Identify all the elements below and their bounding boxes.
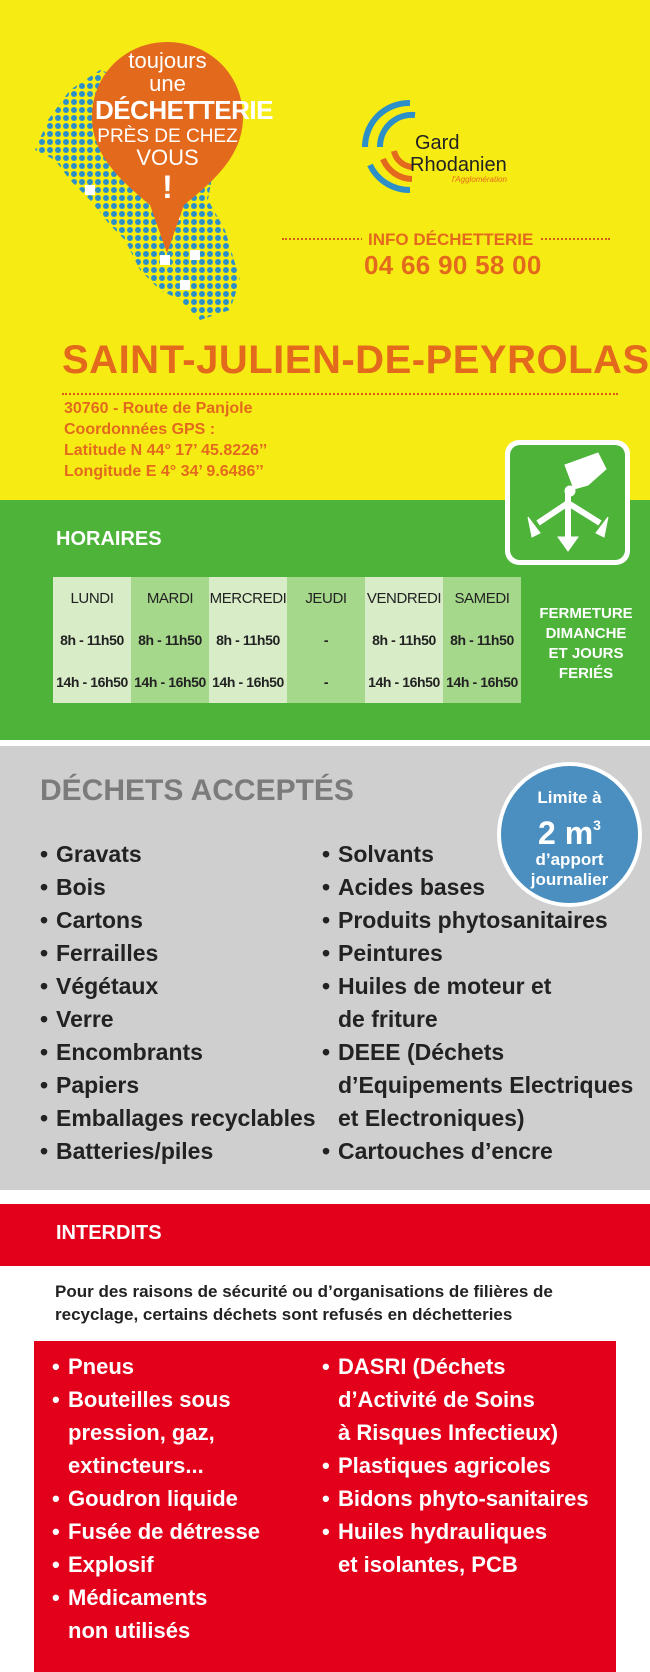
table-row xyxy=(53,661,521,703)
morning-cell: 8h - 11h50 xyxy=(443,619,521,661)
list-item: • Papiers xyxy=(40,1069,316,1102)
list-item: • Huiles de moteur et xyxy=(322,970,633,1003)
accepted-waste-section xyxy=(0,746,650,1190)
recycling-sign-inner xyxy=(510,445,625,560)
forbidden-header xyxy=(0,1204,650,1266)
list-item: • Emballages recyclables xyxy=(40,1102,316,1135)
forbidden-list-right xyxy=(322,1350,589,1581)
forbidden-title: INTERDITS xyxy=(56,1222,162,1244)
list-item: • Goudron liquide xyxy=(52,1482,260,1515)
list-item-continuation: d’Equipements Electriques xyxy=(338,1072,634,1098)
pin-line: VOUS xyxy=(136,145,199,170)
list-item-continuation: d’Activité de Soins xyxy=(338,1387,535,1412)
info-phone-number[interactable]: 04 66 90 58 00 xyxy=(364,250,542,280)
list-item: • Gravats xyxy=(40,838,316,871)
recycling-sign xyxy=(505,440,630,565)
city-divider xyxy=(62,393,618,395)
list-item: • Explosif xyxy=(52,1548,260,1581)
morning-cell: 8h - 11h50 xyxy=(53,619,131,661)
list-item-continuation: à Risques Infectieux) xyxy=(338,1420,559,1445)
list-item: • Acides bases xyxy=(322,871,633,904)
morning-cell: - xyxy=(287,619,365,661)
list-item: • Bouteilles sous xyxy=(52,1383,260,1416)
limit-volume: 2 m xyxy=(538,815,594,851)
address-line: Coordonnées GPS : xyxy=(64,421,216,438)
list-item-continuation: non utilisés xyxy=(68,1618,191,1643)
address-block xyxy=(64,398,267,482)
list-item: • Bois xyxy=(40,871,316,904)
header-section xyxy=(0,0,650,500)
city-title: SAINT-JULIEN-DE-PEYROLAS xyxy=(62,338,650,382)
afternoon-cell: 14h - 16h50 xyxy=(443,661,521,703)
schedule-table xyxy=(53,577,521,703)
list-item: • Pneus xyxy=(52,1350,260,1383)
closing-line: FERIÉS xyxy=(558,665,614,682)
afternoon-cell: - xyxy=(287,661,365,703)
day-header: JEUDI xyxy=(287,577,365,619)
list-item: • Cartons xyxy=(40,904,316,937)
limit-exponent: 3 xyxy=(593,817,601,833)
list-item-continuation: et Electroniques) xyxy=(338,1105,525,1131)
logo-text-gard: Gard xyxy=(415,132,460,154)
pin-line: ! xyxy=(162,169,173,205)
pin-line: DÉCHETTERIE xyxy=(95,95,273,125)
day-header: LUNDI xyxy=(53,577,131,619)
accepted-title: DÉCHETS ACCEPTÉS xyxy=(40,774,354,807)
list-item: • Ferrailles xyxy=(40,937,316,970)
closing-notice xyxy=(530,604,642,684)
list-item: • Solvants xyxy=(322,838,633,871)
accepted-list-right xyxy=(322,838,633,1168)
list-item: • Batteries/piles xyxy=(40,1135,316,1168)
morning-cell: 8h - 11h50 xyxy=(365,619,443,661)
day-header: VENDREDI xyxy=(365,577,443,619)
forbidden-intro: Pour des raisons de sécurité ou d’organisations de filières de recyclage, certains déchets sont refusés en déchetteries xyxy=(55,1282,553,1324)
list-item: • Médicaments xyxy=(52,1581,260,1614)
table-row xyxy=(53,619,521,661)
day-header: SAMEDI xyxy=(443,577,521,619)
forbidden-list-left xyxy=(52,1350,260,1647)
list-item: • Bidons phyto-sanitaires xyxy=(322,1482,589,1515)
afternoon-cell: 14h - 16h50 xyxy=(131,661,209,703)
horaires-title: HORAIRES xyxy=(56,528,162,550)
closing-line: ET JOURS xyxy=(548,645,624,662)
day-header: MERCREDI xyxy=(209,577,287,619)
logo-text-agglomeration: l'Agglomération xyxy=(452,175,507,184)
afternoon-cell: 14h - 16h50 xyxy=(365,661,443,703)
logo-text-rhodanien: Rhodanien xyxy=(410,154,507,176)
pin-line: PRÈS DE CHEZ xyxy=(97,126,238,147)
list-item-continuation: de friture xyxy=(338,1006,438,1032)
list-item: • Produits phytosanitaires xyxy=(322,904,633,937)
address-line: Latitude N 44° 17’ 45.8226’’ xyxy=(64,442,268,459)
info-title: INFO DÉCHETTERIE xyxy=(362,230,539,250)
closing-line: DIMANCHE xyxy=(545,625,627,642)
morning-cell: 8h - 11h50 xyxy=(209,619,287,661)
list-item: • Fusée de détresse xyxy=(52,1515,260,1548)
closing-line: FERMETURE xyxy=(539,605,633,622)
address-line: Longitude E 4° 34’ 9.6486’’ xyxy=(64,463,264,480)
day-header: MARDI xyxy=(131,577,209,619)
list-item-continuation: et isolantes, PCB xyxy=(338,1552,518,1577)
list-item: • Végétaux xyxy=(40,970,316,1003)
list-item: • DEEE (Déchets xyxy=(322,1036,633,1069)
morning-cell: 8h - 11h50 xyxy=(131,619,209,661)
list-item: • Plastiques agricoles xyxy=(322,1449,589,1482)
list-item: • Verre xyxy=(40,1003,316,1036)
afternoon-cell: 14h - 16h50 xyxy=(209,661,287,703)
list-item: • Huiles hydrauliques xyxy=(322,1515,589,1548)
list-item: • Encombrants xyxy=(40,1036,316,1069)
list-item: • DASRI (Déchets xyxy=(322,1350,589,1383)
afternoon-cell: 14h - 16h50 xyxy=(53,661,131,703)
address-line: 30760 - Route de Panjole xyxy=(64,400,253,417)
pin-line: toujours xyxy=(128,48,207,73)
limit-line: d’apport xyxy=(535,850,604,869)
accepted-list-left xyxy=(40,838,316,1168)
hand-sorting-icon xyxy=(510,445,625,560)
limit-line: Limite à xyxy=(537,788,602,807)
pin-line: une xyxy=(149,71,186,96)
list-item-continuation: pression, gaz, xyxy=(68,1420,215,1445)
limit-line: journalier xyxy=(530,870,609,889)
table-row xyxy=(53,577,521,619)
list-item: • Peintures xyxy=(322,937,633,970)
list-item-continuation: extincteurs... xyxy=(68,1453,204,1478)
pin-badge-text xyxy=(95,48,273,205)
list-item: • Cartouches d’encre xyxy=(322,1135,633,1168)
